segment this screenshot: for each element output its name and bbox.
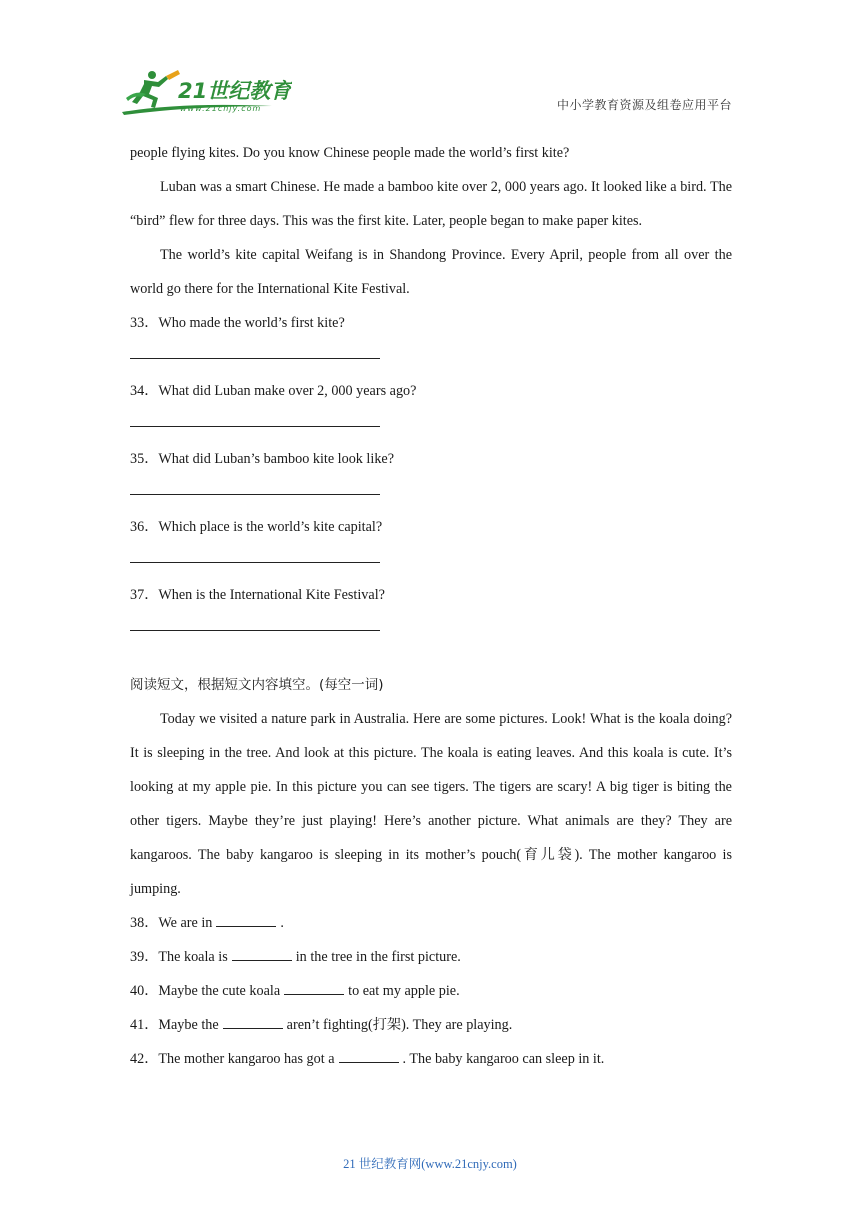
- runner-logo-icon: [122, 68, 292, 116]
- question-text-before: We are in: [158, 915, 213, 931]
- svg-text:21世纪教育: 21世纪教育: [178, 79, 292, 103]
- question-37: [130, 578, 732, 646]
- question-text-before: Maybe the: [158, 1017, 219, 1033]
- answer-line[interactable]: [130, 544, 732, 578]
- question-number: 39．: [130, 949, 159, 965]
- passage-line: people flying kites. Do you know Chinese people made the world’s first kite?: [130, 145, 570, 161]
- question-text-before: The koala is: [158, 949, 228, 965]
- question-36: [130, 510, 732, 578]
- passage-paragraph: The world’s kite capital Weifang is in Shandong Province. Every April, people from all over the world go there for the International Kite Festival.: [130, 247, 732, 297]
- question-text-after: aren’t fighting(打架). They are playing.: [286, 1017, 513, 1033]
- question-text: What did Luban’s bamboo kite look like?: [158, 451, 395, 467]
- question-41: [130, 1008, 732, 1042]
- question-number: 37．: [130, 587, 159, 603]
- question-number: 35．: [130, 451, 159, 467]
- question-33: [130, 306, 732, 374]
- question-text-after: .: [280, 915, 284, 931]
- question-38: [130, 906, 732, 940]
- fill-blank[interactable]: [232, 946, 292, 961]
- site-logo: [122, 68, 292, 116]
- question-35: [130, 442, 732, 510]
- question-number: 40．: [130, 983, 159, 999]
- question-number: 38．: [130, 915, 159, 931]
- question-34: [130, 374, 732, 442]
- section-instruction: 阅读短文，根据短文内容填空。(每空一词): [130, 677, 384, 693]
- answer-line[interactable]: [130, 340, 732, 374]
- svg-text:www.21cnjy.com: www.21cnjy.com: [180, 104, 262, 113]
- fill-blank[interactable]: [223, 1014, 283, 1029]
- answer-line[interactable]: [130, 476, 732, 510]
- question-number: 36．: [130, 519, 159, 535]
- question-text-after: . The baby kangaroo can sleep in it.: [402, 1051, 605, 1067]
- fill-blank[interactable]: [284, 980, 344, 995]
- question-text-before: The mother kangaroo has got a: [158, 1051, 335, 1067]
- question-text: What did Luban make over 2, 000 years ago?: [158, 383, 417, 399]
- passage-paragraph: Today we visited a nature park in Australia. Here are some pictures. Look! What is the koala doing? It is sleeping in the tree. And look at this picture. The koala is eating leaves. And this koala is cute. It’s looking at my apple pie. In this picture you can see tigers. The tigers are scary! A big tiger is biting the other tigers. Maybe they’re just playing! Here’s another picture. What animals are they? They are kangaroos. The baby kangaroo is sleeping in its mother’s pouch(育儿袋). The mother kangaroo is jumping.: [130, 711, 732, 897]
- question-text-after: in the tree in the first picture.: [295, 949, 461, 965]
- question-text: Who made the world’s first kite?: [158, 315, 345, 331]
- question-number: 41．: [130, 1017, 159, 1033]
- platform-name: 中小学教育资源及组卷应用平台: [556, 98, 732, 112]
- fill-blank[interactable]: [339, 1048, 399, 1063]
- question-text-after: to eat my apple pie.: [348, 983, 460, 999]
- answer-line[interactable]: [130, 612, 732, 646]
- passage-paragraph: Luban was a smart Chinese. He made a bamboo kite over 2, 000 years ago. It looked like a bird. The “bird” flew for three days. This was the first kite. Later, people began to make paper kites.: [130, 179, 732, 229]
- page-header: [122, 68, 734, 118]
- answer-line[interactable]: [130, 408, 732, 442]
- question-text-before: Maybe the cute koala: [158, 983, 281, 999]
- question-text: Which place is the world’s kite capital?: [158, 519, 383, 535]
- question-number: 34．: [130, 383, 159, 399]
- question-text: When is the International Kite Festival?: [158, 587, 385, 603]
- question-number: 33．: [130, 315, 159, 331]
- page-footer[interactable]: 21 世纪教育网(www.21cnjy.com): [343, 1157, 517, 1171]
- question-39: [130, 940, 732, 974]
- fill-blank[interactable]: [216, 912, 276, 927]
- question-40: [130, 974, 732, 1008]
- document-content: [130, 136, 732, 1076]
- question-42: [130, 1042, 732, 1076]
- question-number: 42．: [130, 1051, 159, 1067]
